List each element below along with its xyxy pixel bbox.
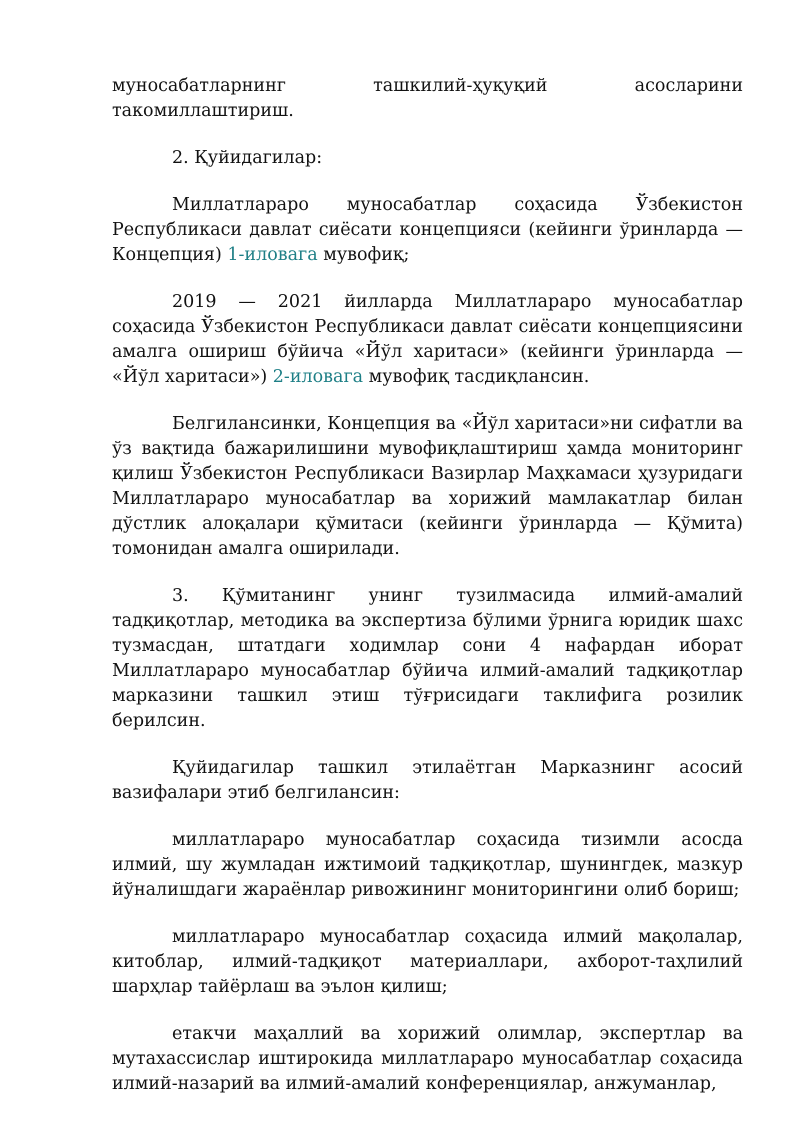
paragraph-text: мувофиқ тасдиқлансин. — [363, 367, 590, 387]
paragraph-item-3-research-center: 3. Қўмитанинг унинг тузилмасида илмий-амалий тадқиқотлар, методика ва экспертиза бўлими ўрнига юридик шахс тузмасдан, штатдаги ходимлар сони 4 нафардан иборат Миллатлараро муносабатлар бўйича илмий-амалий тадқиқотлар марказини ташкил этиш тўғрисидаги таклифига розилик берилсин. — [112, 586, 743, 731]
paragraph-task-conferences: етакчи маҳаллий ва хорижий олимлар, экспертлар ва мутахассислар иштирокида миллатлараро муносабатлар соҳасида илмий-назарий ва илмий-амалий конференциялар, анжуманлар, — [112, 1024, 743, 1094]
annex-1-link[interactable]: 1-иловага — [227, 245, 318, 265]
paragraph-concept-approval — [112, 193, 743, 268]
paragraph-item-2-heading: 2. Қуйидагилар: — [172, 148, 323, 168]
paragraph-coordination: Белгилансинки, Концепция ва «Йўл харитаси»ни сифатли ва ўз вақтида бажарилишини мувофиқлаштириш ҳамда мониторинг қилиш Ўзбекистон Республикаси Вазирлар Маҳкамаси ҳузуридаги Миллатлараро муносабатлар ва хорижий мамлакатлар билан дўстлик алоқалари қўмитаси (кейинги ўринларда — Қўмита) томонидан амалга оширилади. — [112, 414, 743, 559]
paragraph-roadmap-approval — [112, 290, 743, 390]
paragraph-text: Миллатлараро муносабатлар соҳасида Ўзбекистон Республикаси давлат сиёсати концепцияси (кейинги ўринларда — Концепция) — [112, 195, 743, 265]
document-page — [112, 74, 743, 1119]
paragraph-text: мувофиқ; — [317, 245, 410, 265]
paragraph-continuation: муносабатларнинг ташкилий-ҳуқуқий асосларини такомиллаштириш. — [112, 76, 743, 121]
paragraph-task-publications: миллатлараро муносабатлар соҳасида илмий мақолалар, китоблар, илмий-тадқиқот материаллари, ахборот-таҳлилий шарҳлар тайёрлаш ва эълон қилиш; — [112, 927, 743, 997]
paragraph-center-tasks-intro: Қуйидагилар ташкил этилаётган Марказнинг асосий вазифалари этиб белгилансин: — [112, 758, 743, 803]
paragraph-task-monitoring: миллатлараро муносабатлар соҳасида тизимли асосда илмий, шу жумладан ижтимоий тадқиқотлар, шунингдек, мазкур йўналишдаги жараёнлар ривожининг мониторингини олиб бориш; — [112, 830, 743, 900]
paragraph-text: 2019 — 2021 йилларда Миллатлараро муносабатлар соҳасида Ўзбекистон Республикаси давлат сиёсати концепциясини амалга ошириш бўйича «Йўл харитаси» (кейинги ўринларда — «Йўл харитаси») — [112, 292, 743, 387]
annex-2-link[interactable]: 2-иловага — [272, 367, 364, 387]
